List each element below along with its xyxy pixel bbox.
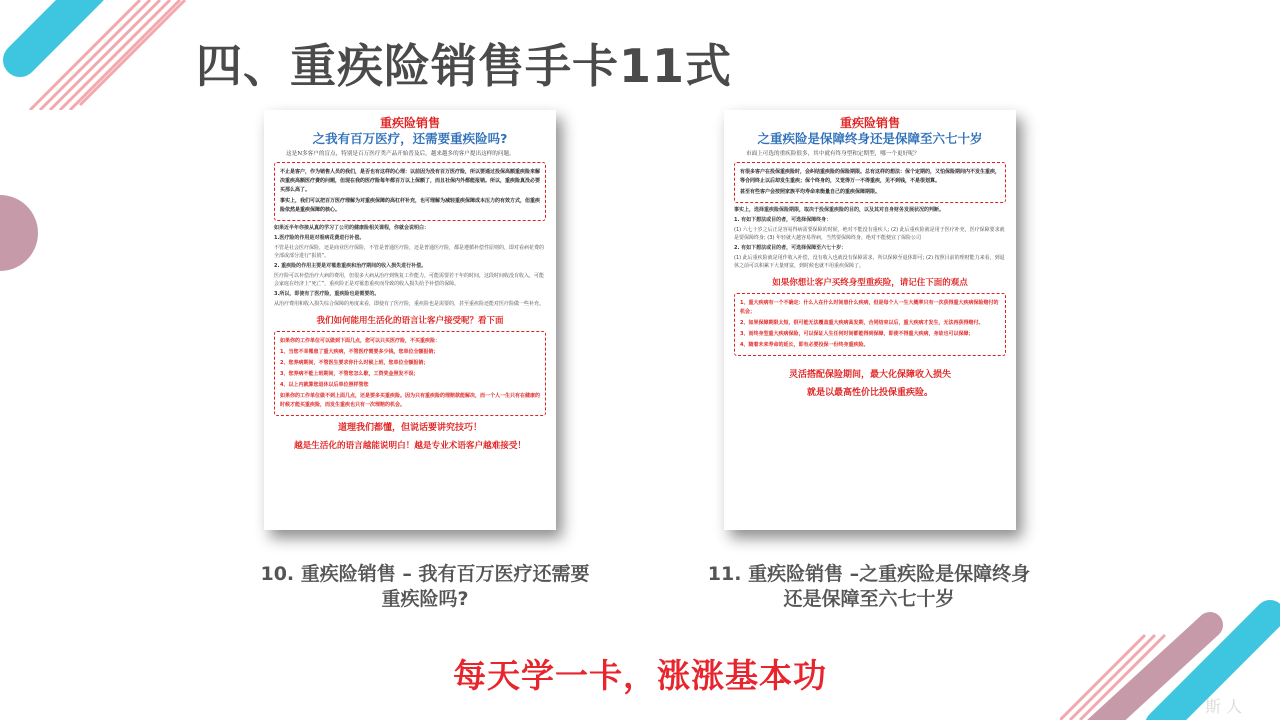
box-line: 3、而终身型重大疾病保险，可以保证人生任何时间都能得到保障，即使不得重大疾病，身故也可以保障； (740, 331, 974, 337)
point-head: 3.所以，即使有了医疗险，重疾险也是需要的。 (274, 291, 380, 297)
box-line: 4、随着未来寿命的延长，即有必要投保一份终身重疾险。 (740, 342, 869, 348)
red-note: 如果近半年你接从真的学习了公司的健康险相关课程，你就会说明白： (274, 225, 430, 231)
card-footer-1: 道理我们都懂，但说话要讲究技巧！ (337, 423, 482, 433)
card-question: 如果你想让客户买终身型重疾险，请记住下面的观点 (772, 278, 968, 288)
bottom-slogan: 每天学一卡，涨涨基本功 (453, 656, 827, 695)
point-body: 医疗险可以补偿治疗大病的费用，但很多大病从治疗到恢复工作能力，可能需要若干年的时间，这段时间收没有收入，可能会家庭在经济上“死亡”，重疾险正是对罹患重疾而导致的收入损失给予补偿的保障。 (274, 273, 545, 287)
card-box-2 (734, 293, 1006, 356)
card-subheading: 之重疾险是保障终身还是保障至六七十岁 (757, 131, 983, 146)
card-box-1 (734, 162, 1006, 203)
card-question: 我们如何能用生活化的语言让客户接受呢？看下面 (316, 316, 504, 326)
card-footer-2: 越是生活化的语言越能说明白！越是专业术语客户越难接受！ (293, 441, 527, 451)
point-head: 2. 重疾险的作用主要是对罹患重疾和治疗期间的收入损失进行补偿。 (274, 263, 427, 269)
box-line: 3、您养病不能上班期间，不管您怎么歇，工资奖金照发不误； (280, 371, 419, 377)
decorative-stripes-top-left (0, 0, 200, 110)
card-intro: 这是N多客户的盲点，特别是百万医疗类产品开始普及后，越来越多的客户提出这样的问题。 (286, 151, 515, 157)
point-body: (1) 此后重疾险就是用作收入补偿，没有收入也就没有保障需求，所以保障至退休即可; (2) 按照目前的理财能力来看，到退休之前可以积累下大量财富，到时候也就不用重疾保障了。 (734, 255, 1005, 269)
card-heading: 重疾险销售 (379, 116, 440, 130)
slide-title: 四、重疾险销售手卡11式 (196, 39, 733, 93)
box-line: 4、以上内就算您退休以后单位照样管您 (280, 382, 369, 388)
box-line: 如果你的工作单位做不到上面几点，还是要多买重疾险。因为只有重疾险的理赔款能解决，而一个人一生只有在健康的时候才能买重疾险，而发生重疾也只有一次理赔的机会。 (280, 393, 541, 408)
point-head: 2. 有如下想法或目的者，可选择保障至六七十岁： (734, 245, 847, 251)
box-line: 如果你的工作单位可以做到下面几点，您可以只买医疗险，不买重疾险： (280, 338, 441, 344)
point-body: 从治疗费用和收入损失综合保障的角度来看，即使有了医疗险，重疾险也是需要的，甚至重疾险还能对医疗险做一些补充。 (274, 301, 545, 307)
point-head: 1. 有如下想法或目的者，可选择保障终身： (734, 217, 832, 223)
sales-card-11 (724, 110, 1016, 530)
sales-card-10 (264, 110, 556, 530)
box-paragraph: 甚至有些客户会按照家族平均寿命来衡量自己的重疾保障期限。 (740, 189, 881, 195)
decorative-semicircle-left (0, 195, 40, 275)
box-paragraph: 有很多客户在投保重疾险时，会纠结重疾险的保险期限。总有这样的想法：保个定期的，又怕保险期间内不发生重疾，等合同终止以后却发生重疾；保个终身的，又觉得万一不得重疾，见不到钱，不是很划算。 (740, 169, 1001, 184)
card-footer-1: 灵活搭配保险期间，最大化保障收入损失 (788, 370, 951, 380)
card-box-1 (274, 162, 546, 221)
card-intro: 市面上可选的重疾险很多，其中就有终身型和定期型，哪一个更好呢？ (746, 151, 920, 157)
watermark: 斯 人 (1205, 697, 1243, 716)
box-line: 1、重大疾病有一个不确定：什么人在什么时间患什么疾病，但是每个人一生大概率只有一次获得重大疾病保险赔付的机会； (740, 300, 999, 315)
red-note: 事实上，选择重疾险保险期限，取决于投保重疾险的目的，以及其对自身财务发展状况的判断。 (734, 207, 945, 213)
point-head: 1.医疗险的作用是对看病花费进行补偿。 (274, 235, 365, 241)
box-paragraph: 事实上，我们可以把百万医疗理解为对重疾保障的高杠杆补充，也可理解为减轻重疾保障成本压力的有效方式，但重疾险依然是重疾保障的核心。 (280, 198, 541, 213)
caption-card-10: 10. 重疾险销售 – 我有百万医疗还需要重疾险吗? (260, 563, 590, 610)
box-line: 2、如果保障期限太短，很可能无法覆盖重大疾病高发期，合同结束以后，重大疾病才发生，无法再获得赔付。 (740, 320, 984, 326)
point-body: 不管是社会医疗保险，还是商业医疗保险，不管是普通医疗险，还是普通医疗险，都是遵循补偿性原则的，即对看病花费的全部或部分进行“报销”。 (274, 245, 545, 259)
card-heading: 重疾险销售 (839, 116, 900, 130)
caption-card-11: 11. 重疾险销售 –之重疾险是保障终身还是保障至六七十岁 (707, 563, 1031, 610)
point-body: (1) 六七十岁之后正是容易得病需要保障的时候，绝对不能没有重疾人; (2) 此后重疾险就是用于医疗补充，医疗保障要求就是要保障终身; (3) 年轻就大越容易得病，当然要保障终身，绝对不能便宜了保险公司 (734, 227, 1005, 241)
box-line: 2、您养病期间，不管医生要求你什么时候上班，您单位全额报销； (280, 360, 429, 366)
card-footer-2: 就是以最高性价比投保重疾险。 (806, 388, 933, 398)
card-box-2 (274, 331, 546, 416)
card-subheading: 之我有百万医疗，还需要重疾险吗? (312, 131, 508, 146)
box-paragraph: 不止是客户，作为销售人员的我们，是否也有这样的心理：以前因为没有百万医疗险，所以要通过投保高额重疾险来解决重疾高额医疗费的问题，但现在我的医疗险每年都百万以上保额了，而且社保内外都能报销。所以，重疾险真没必要买那么高了。 (280, 169, 541, 193)
box-line: 1、当您不幸罹患了重大疾病，不管医疗需要多少钱，您单位全额报销； (280, 349, 439, 355)
